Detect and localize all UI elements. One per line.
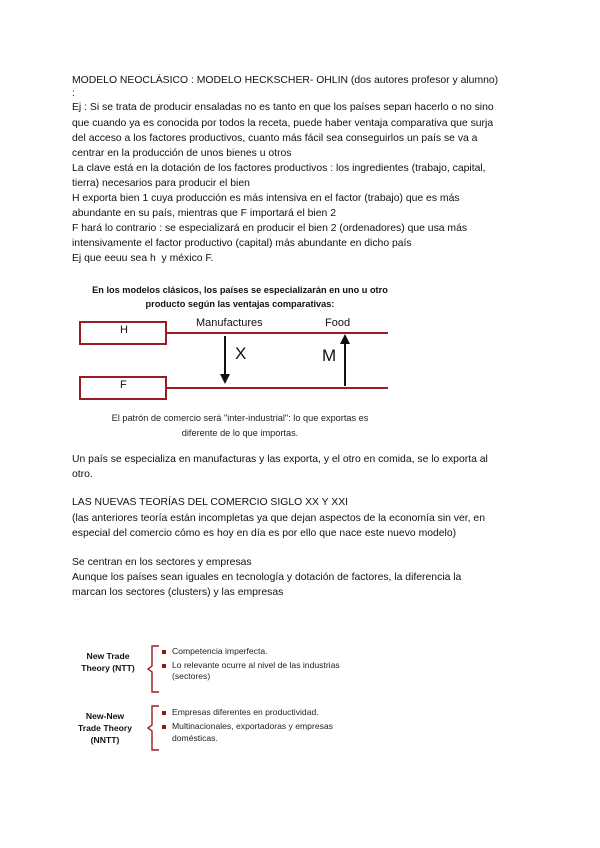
ntt-item: (sectores): [172, 671, 211, 681]
text-line: tierra) necesarios para producir el bien: [72, 178, 250, 189]
m-import-label: M: [322, 346, 337, 365]
nntt-item: Multinacionales, exportadoras y empresas: [172, 721, 333, 731]
nntt-bullet: [162, 725, 166, 729]
text-line: que cuando ya es conocida por todos la receta, puede haber ventaja comparativa que surja: [72, 118, 494, 129]
ntt-bracket: [146, 644, 162, 694]
text-line: H exporta bien 1 cuya producción es más intensiva en el factor (trabajo) que es más: [72, 193, 460, 204]
manufactures-label: Manufactures: [196, 317, 263, 329]
text-line: (las anteriores teoría están incompletas ya que dejan aspectos de la economía sin ver, en: [72, 513, 485, 524]
food-label: Food: [325, 317, 351, 329]
x-arrow-head: [220, 374, 230, 384]
figure-caption-line1: El patrón de comercio será "inter-industrial": lo que exportas es: [111, 413, 369, 423]
ntt-label-line1: New Trade: [86, 651, 130, 661]
figure-caption-line2: diferente de lo que importas.: [181, 428, 299, 438]
heading-modelo-neoclasico: MODELO NEOCLÁSICO : MODELO HECKSCHER- OHLIN (dos autores profesor y alumno): [72, 75, 499, 86]
nntt-label-line3: (NNTT): [90, 735, 120, 745]
nntt-bracket: [146, 704, 162, 752]
text-line: F hará lo contrario : se especializará en producir el bien 2 (ordenadores) que usa más: [72, 223, 468, 234]
text-line: abundante en su país, mientras que F importará el bien 2: [72, 208, 336, 219]
text-line: marcan los sectores (clusters) y las empresas: [72, 587, 284, 598]
ntt-bullet: [162, 664, 166, 668]
ntt-item: Lo relevante ocurre al nivel de las industrias: [172, 660, 340, 670]
text-line: otro.: [72, 469, 93, 480]
text-line: La clave está en la dotación de los factores productivos : los ingredientes (trabajo, capital,: [72, 163, 486, 174]
nntt-item: domésticas.: [172, 733, 218, 743]
ntt-label-line2: Theory (NTT): [81, 663, 135, 673]
nntt-item: Empresas diferentes en productividad.: [172, 707, 319, 717]
text-line: intensivamente el factor productivo (capital) más abundante en dicho país: [72, 238, 412, 249]
text-line: :: [72, 88, 75, 99]
text-line: Un país se especializa en manufacturas y las exporta, y el otro en comida, se lo exporta al: [72, 454, 488, 465]
text-line: Ej : Si se trata de producir ensaladas no es tanto en que los países sepan hacerlo o no sino: [72, 102, 494, 113]
f-box-label: F: [120, 379, 127, 391]
nntt-label-line1: New-New: [85, 711, 125, 721]
x-export-label: X: [235, 344, 247, 363]
nntt-label-line2: Trade Theory: [78, 723, 132, 733]
figure-title-line2: producto según las ventajas comparativas:: [145, 299, 335, 309]
ntt-item: Competencia imperfecta.: [172, 646, 268, 656]
m-arrow-head: [340, 334, 350, 344]
text-line: Ej que eeuu sea h y méxico F.: [72, 253, 214, 264]
nntt-bullet: [162, 711, 166, 715]
heading-nuevas-teorias: LAS NUEVAS TEORÍAS DEL COMERCIO SIGLO XX Y XXI: [72, 497, 349, 508]
text-line: del acceso a los factores productivos, cuanto más fácil sea conseguirlos un país se va a: [72, 133, 478, 144]
h-box-label: H: [120, 324, 128, 336]
text-line: Aunque los países sean iguales en tecnología y dotación de factores, la diferencia la: [72, 572, 462, 583]
text-line: centrar en la producción de unos bienes u otros: [72, 148, 292, 159]
figure-title-line1: En los modelos clásicos, los países se especializarán en uno u otro: [92, 285, 388, 295]
ntt-bullet: [162, 650, 166, 654]
text-line: especial del comercio cómo es hoy en día es por ello que nace este nuevo modelo): [72, 528, 457, 539]
text-line: Se centran en los sectores y empresas: [72, 557, 252, 568]
